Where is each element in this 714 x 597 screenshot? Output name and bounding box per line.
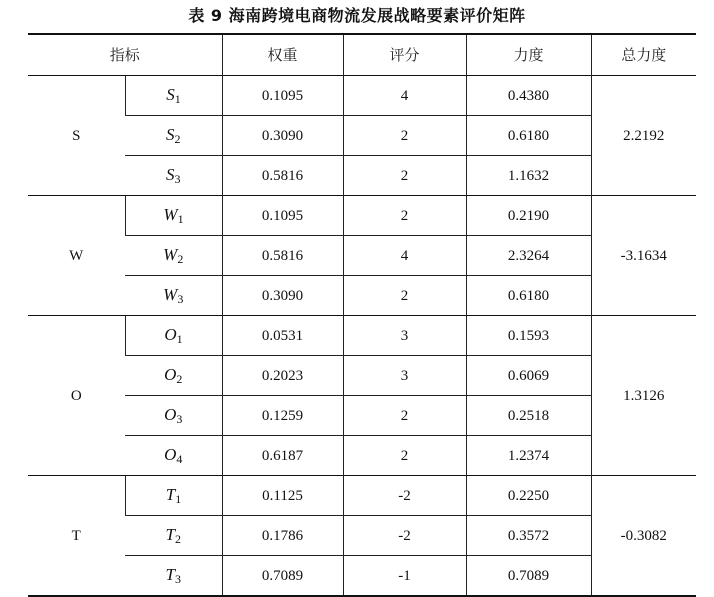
- indicator-symbol: [163, 205, 183, 224]
- indicator-letter: T: [165, 485, 176, 504]
- table-caption: 表 9 海南跨境电商物流发展战略要素评价矩阵: [188, 6, 526, 25]
- table-row: [28, 476, 696, 516]
- weight-cell: 0.0531: [222, 316, 343, 356]
- table-row: [28, 316, 696, 356]
- indicator-subscript: 3: [177, 292, 184, 306]
- score-cell: 2: [343, 156, 466, 196]
- strength-cell: 0.6180: [466, 276, 591, 316]
- indicator-subscript: 4: [176, 452, 183, 466]
- strength-cell: 0.7089: [466, 556, 591, 597]
- indicator-letter: W: [163, 285, 178, 304]
- indicator-subscript: 1: [175, 492, 182, 506]
- indicator-symbol: [166, 565, 181, 584]
- weight-cell: 0.7089: [222, 556, 343, 597]
- indicator-cell: [125, 196, 222, 236]
- indicator-symbol: [166, 125, 181, 144]
- weight-cell: 0.5816: [222, 156, 343, 196]
- strength-cell: 0.2250: [466, 476, 591, 516]
- strength-cell: 2.3264: [466, 236, 591, 276]
- group-total: 1.3126: [591, 316, 696, 476]
- indicator-letter: O: [164, 405, 177, 424]
- weight-cell: 0.1259: [222, 396, 343, 436]
- indicator-cell: [125, 276, 222, 316]
- indicator-subscript: 2: [176, 372, 183, 386]
- indicator-cell: [125, 476, 222, 516]
- indicator-letter: W: [163, 245, 178, 264]
- indicator-symbol: [164, 365, 182, 384]
- strength-cell: 1.1632: [466, 156, 591, 196]
- strength-cell: 0.4380: [466, 76, 591, 116]
- group-label: S: [28, 76, 125, 196]
- indicator-symbol: [164, 445, 182, 464]
- strength-cell: 0.2190: [466, 196, 591, 236]
- score-cell: 2: [343, 196, 466, 236]
- indicator-subscript: 3: [176, 412, 183, 426]
- score-cell: 4: [343, 76, 466, 116]
- table-row: [28, 196, 696, 236]
- indicator-symbol: [164, 405, 182, 424]
- group-total: -0.3082: [591, 476, 696, 597]
- indicator-letter: T: [165, 525, 175, 544]
- indicator-letter: T: [165, 565, 175, 584]
- indicator-cell: [125, 436, 222, 476]
- indicator-cell: [125, 156, 222, 196]
- score-cell: 2: [343, 276, 466, 316]
- indicator-subscript: 1: [174, 92, 181, 106]
- indicator-symbol: [163, 285, 183, 304]
- weight-cell: 0.1095: [222, 76, 343, 116]
- weight-cell: 0.3090: [222, 276, 343, 316]
- matrix-body: [28, 76, 696, 597]
- indicator-symbol: [164, 325, 182, 344]
- weight-cell: 0.6187: [222, 436, 343, 476]
- table-row: [28, 76, 696, 116]
- indicator-cell: [125, 516, 222, 556]
- indicator-letter: O: [164, 445, 177, 464]
- indicator-letter: W: [163, 205, 178, 224]
- score-cell: 3: [343, 316, 466, 356]
- group-total: -3.1634: [591, 196, 696, 316]
- weight-cell: 0.1125: [222, 476, 343, 516]
- indicator-subscript: 2: [174, 532, 181, 546]
- indicator-symbol: [166, 485, 181, 504]
- score-cell: 2: [343, 436, 466, 476]
- group-total: 2.2192: [591, 76, 696, 196]
- header-weight: 权重: [222, 34, 343, 76]
- indicator-cell: [125, 236, 222, 276]
- score-cell: 4: [343, 236, 466, 276]
- indicator-cell: [125, 76, 222, 116]
- indicator-cell: [125, 316, 222, 356]
- header-indicator: 指标: [28, 34, 222, 76]
- score-cell: 2: [343, 396, 466, 436]
- score-cell: 2: [343, 116, 466, 156]
- indicator-cell: [125, 396, 222, 436]
- score-cell: -1: [343, 556, 466, 597]
- indicator-subscript: 3: [174, 172, 181, 186]
- indicator-symbol: [163, 245, 183, 264]
- weight-cell: 0.1095: [222, 196, 343, 236]
- indicator-letter: O: [164, 365, 177, 384]
- indicator-cell: [125, 356, 222, 396]
- weight-cell: 0.1786: [222, 516, 343, 556]
- header-strength: 力度: [466, 34, 591, 76]
- header-row: [28, 34, 696, 76]
- weight-cell: 0.3090: [222, 116, 343, 156]
- score-cell: -2: [343, 476, 466, 516]
- indicator-symbol: [166, 165, 181, 184]
- indicator-subscript: 2: [177, 252, 184, 266]
- indicator-subscript: 2: [174, 132, 181, 146]
- indicator-symbol: [166, 525, 181, 544]
- header-score: 评分: [343, 34, 466, 76]
- indicator-subscript: 3: [174, 572, 181, 586]
- indicator-subscript: 1: [177, 212, 184, 226]
- indicator-letter: O: [164, 325, 177, 344]
- weight-cell: 0.2023: [222, 356, 343, 396]
- strength-cell: 0.6180: [466, 116, 591, 156]
- group-label: O: [28, 316, 125, 476]
- indicator-symbol: [166, 85, 181, 104]
- indicator-letter: S: [166, 85, 175, 104]
- strength-cell: 0.2518: [466, 396, 591, 436]
- indicator-cell: [125, 116, 222, 156]
- evaluation-matrix-table: [28, 33, 696, 597]
- group-label: T: [28, 476, 125, 597]
- strength-cell: 0.6069: [466, 356, 591, 396]
- strength-cell: 0.1593: [466, 316, 591, 356]
- indicator-subscript: 1: [176, 332, 183, 346]
- strength-cell: 0.3572: [466, 516, 591, 556]
- strength-cell: 1.2374: [466, 436, 591, 476]
- group-label: W: [28, 196, 125, 316]
- score-cell: -2: [343, 516, 466, 556]
- header-total: 总力度: [591, 34, 696, 76]
- weight-cell: 0.5816: [222, 236, 343, 276]
- score-cell: 3: [343, 356, 466, 396]
- indicator-letter: S: [166, 125, 175, 144]
- indicator-letter: S: [166, 165, 175, 184]
